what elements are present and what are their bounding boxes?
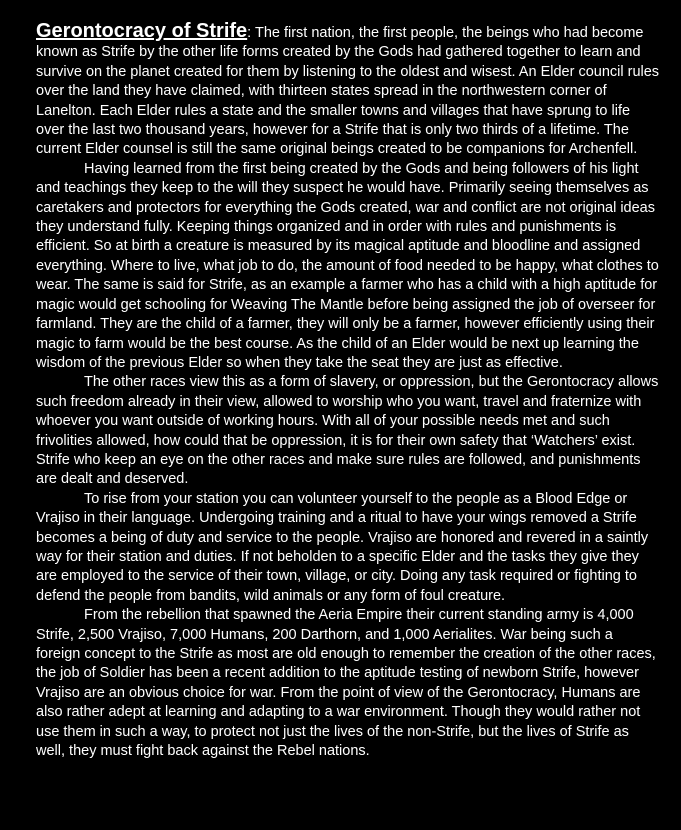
intro-paragraph [36,22,661,160]
body-paragraph: To rise from your station you can volunteer yourself to the people as a Blood Edge or Vrajiso in their language. Undergoing training and a ritual to have your wings removed a Strife becomes a being of duty and service to the people. Vrajiso are honored and revered in a saintly way for their station and duties. If not beholden to a specific Elder and the tasks they give they are employed to the service of their town, village, or city. Doing any task required or fighting to defend the people from bandits, wild animals or any form of foul creature. [36,490,649,604]
document-title: Gerontocracy of Strife [36,20,248,42]
body-paragraph: The other races view this as a form of slavery, or oppression, but the Gerontocracy allows such freedom already in their view, allowed to worship who you want, travel and fraternize with whoever you want outside of working hours. With all of your possible needs met and such frivolities allowed, how could that be oppression, it is for their own safety that ‘Watchers’ exist. Strife who keep an eye on the other races and make sure rules are followed, and punishments are dealt and deserved. [36,374,659,488]
body-paragraph: From the rebellion that spawned the Aeria Empire their current standing army is 4,000 Strife, 2,500 Vrajiso, 7,000 Humans, 200 Darthorn, and 1,000 Aerialites. War being such a foreign concept to the Strife as most are old enough to remember the creation of the other races, the job of Soldier has been a recent addition to the aptitude testing of newborn Strife, however Vrajiso are an obvious choice for war. From the point of view of the Gerontocracy, Humans are also rather adept at learning and adapting to a war environment. Though they would rather not use them in such a way, to protect not just the lives of the non-Strife, but the lives of Strife as well, they must fight back against the Rebel nations. [36,607,656,760]
intro-text: : The first nation, the first people, the beings who had become known as Strife by the other life forms created by the Gods had gathered together to learn and survive on the planet created for them by listening to the oldest and wisest. An Elder council rules over the land they have claimed, with thirteen states spread in the northwestern corner of Lanelton. Each Elder rules a state and the smaller towns and villages that have sprung to life over the last two thousand years, however for a Strife that is only two thirds of a lifetime. The current Elder counsel is still the same original beings created to be companions for Archenfell. [36,25,660,158]
document-body [36,22,661,761]
body-paragraph: Having learned from the first being created by the Gods and being followers of his light and teachings they keep to the will they suspect he would have. Primarily seeing themselves as caretakers and protectors for everything the Gods created, war and conflict are not original ideas they understand fully. Keeping things organized and in order with rules and punishments is efficient. So at birth a creature is measured by its magical aptitude and bloodline and assigned everything. Where to live, what job to do, the amount of food needed to be happy, what clothes to wear. The same is said for Strife, as an example a farmer who has a child with a high aptitude for magic would get schooling for Weaving The Mantle before being assigned the job of overseer for farmland. They are the child of a farmer, they will only be a farmer, however efficiently using their magic to farm would be the best course. As the child of an Elder would be next up learning the wisdom of the previous Elder so when they take the seat they are just as effective. [36,160,659,371]
